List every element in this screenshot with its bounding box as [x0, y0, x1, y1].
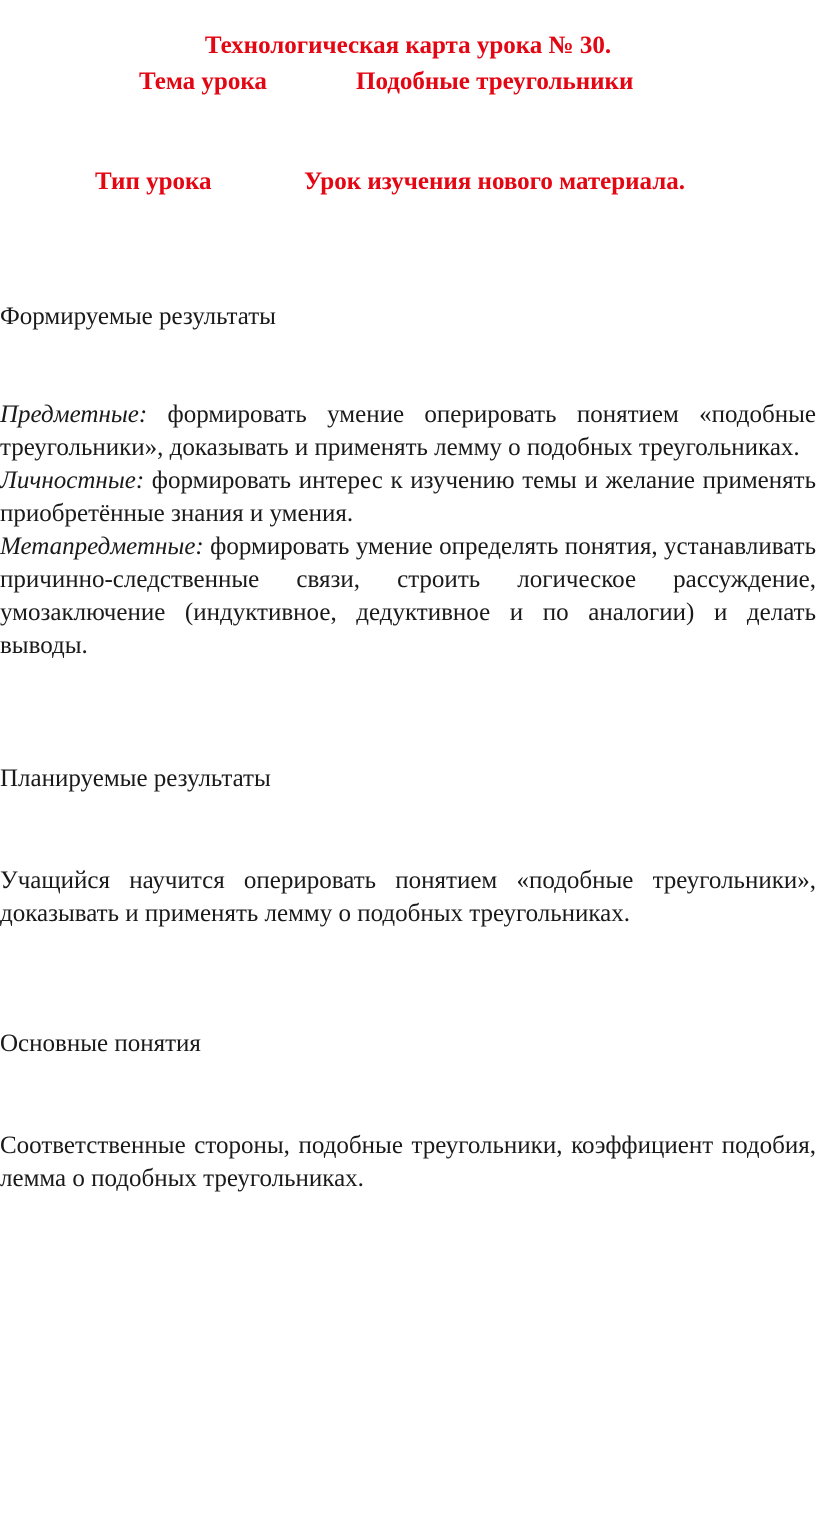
personal-results-text: формировать интерес к изучению темы и желание применять приобретённые знания и умения.: [0, 467, 816, 527]
lesson-type-value: Урок изучения нового материала.: [304, 168, 686, 195]
topic-value: Подобные треугольники: [356, 68, 634, 95]
meta-subject-results-text: формировать умение определять понятия, устанавливать причинно-следственные связи, строить логическое рассуждение, умозаключение (индуктивное, дедуктивное и по аналогии) и делать выводы.: [0, 533, 816, 659]
subject-results-label: Предметные:: [0, 401, 148, 428]
page-title: Технологическая карта урока № 30.: [204, 32, 612, 59]
basic-concepts-heading: Основные понятия: [0, 1030, 201, 1057]
planned-results-text: Учащийся научится оперировать понятием «подобные треугольники», доказывать и применять лемму о подобных треугольниках.: [0, 867, 816, 927]
planned-results-heading: Планируемые результаты: [0, 765, 271, 792]
basic-concepts-text: Соответственные стороны, подобные треугольники, коэффициент подобия, лемма о подобных треугольниках.: [0, 1132, 816, 1192]
personal-results: [0, 464, 816, 530]
lesson-type-label: Тип урока: [95, 168, 212, 195]
formed-results-heading: Формируемые результаты: [0, 303, 276, 330]
subject-results-text: формировать умение оперировать понятием «подобные треугольники», доказывать и применять лемму о подобных треугольниках.: [0, 401, 816, 461]
formed-results-list: [0, 398, 816, 662]
meta-subject-results-label: Метапредметные:: [0, 533, 204, 560]
subject-results: [0, 398, 816, 464]
meta-subject-results: [0, 530, 816, 662]
topic-label: Тема урока: [139, 68, 267, 95]
personal-results-label: Личностные:: [0, 467, 145, 494]
